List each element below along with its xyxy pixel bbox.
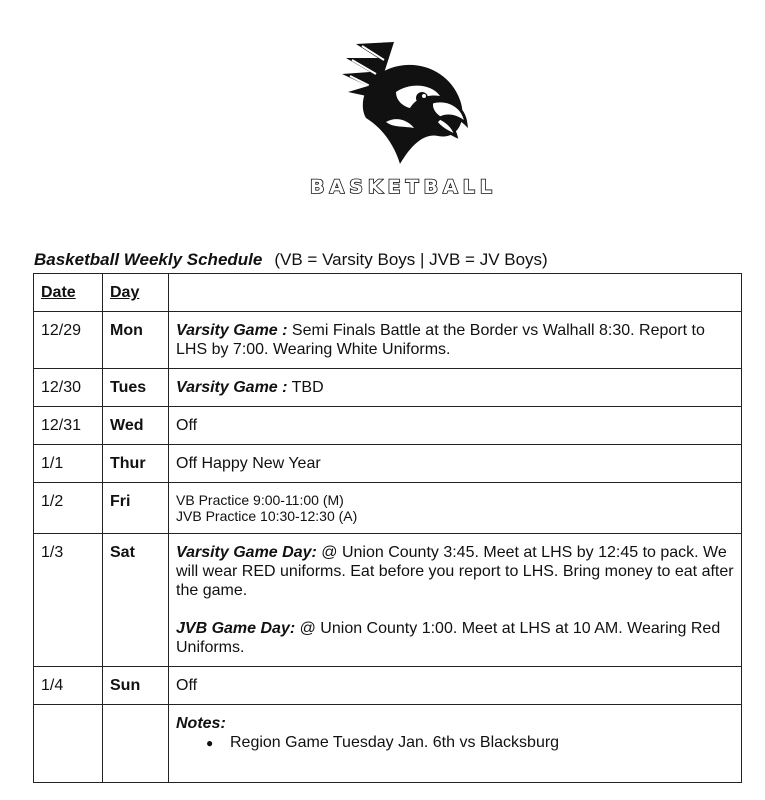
notes-label: Notes: <box>176 715 226 732</box>
schedule-legend: (VB = Varsity Boys | JVB = JV Boys) <box>274 250 548 269</box>
basketball-wordmark: BASKETBALL <box>310 176 497 198</box>
notes-row <box>34 705 742 783</box>
row-details <box>169 312 742 369</box>
event-label: JVB Game Day: <box>176 620 296 637</box>
row-day: Sun <box>103 667 169 705</box>
event-text: Semi Finals Battle at the Border vs Walhall 8:30. Report to LHS by 7:00. Wearing White Uniforms. <box>176 322 705 358</box>
row-details: Off <box>169 407 742 445</box>
header-date: Date <box>34 274 103 312</box>
event-label: Varsity Game : <box>176 379 288 396</box>
row-date: 12/30 <box>34 369 103 407</box>
row-day: Sat <box>103 534 169 667</box>
table-row <box>34 667 742 705</box>
notes-cell <box>169 705 742 783</box>
row-day: Thur <box>103 445 169 483</box>
event-text: @ Union County 3:45. Meet at LHS by 12:45 to pack. We will wear RED uniforms. Eat before you report to LHS. Bring money to eat after the game. <box>176 544 734 599</box>
cardinal-head-icon <box>336 36 476 166</box>
event-block <box>176 619 734 657</box>
table-row <box>34 312 742 369</box>
notes-list <box>176 733 734 752</box>
schedule-title: Basketball Weekly Schedule <box>34 250 263 269</box>
spacer <box>176 600 734 619</box>
notes-item: ● Region Game Tuesday Jan. 6th vs Blacksburg <box>206 733 734 752</box>
row-day: Mon <box>103 312 169 369</box>
event-label: Varsity Game Day: <box>176 544 317 561</box>
row-details: Off Happy New Year <box>169 445 742 483</box>
row-date: 1/4 <box>34 667 103 705</box>
row-date: 12/29 <box>34 312 103 369</box>
table-row <box>34 534 742 667</box>
table-row <box>34 445 742 483</box>
table-row <box>34 483 742 534</box>
header-day: Day <box>103 274 169 312</box>
row-date: 1/1 <box>34 445 103 483</box>
cardinal-logo <box>336 36 476 166</box>
row-day: Fri <box>103 483 169 534</box>
row-date: 12/31 <box>34 407 103 445</box>
schedule-table <box>33 273 742 783</box>
table-row <box>34 407 742 445</box>
row-details: Off <box>169 667 742 705</box>
event-text: @ Union County 1:00. Meet at LHS at 10 AM. Wearing Red Uniforms. <box>176 620 721 656</box>
header-details <box>169 274 742 312</box>
row-day <box>103 705 169 783</box>
row-details <box>169 483 742 534</box>
row-day: Tues <box>103 369 169 407</box>
row-date: 1/3 <box>34 534 103 667</box>
row-date: 1/2 <box>34 483 103 534</box>
event-block <box>176 543 734 600</box>
row-day: Wed <box>103 407 169 445</box>
row-date <box>34 705 103 783</box>
event-label: Varsity Game : <box>176 322 288 339</box>
event-text: TBD <box>287 379 324 396</box>
row-details <box>169 369 742 407</box>
schedule-heading <box>34 250 548 270</box>
row-details <box>169 534 742 667</box>
table-row <box>34 369 742 407</box>
practice-line: JVB Practice 10:30-12:30 (A) <box>176 508 358 524</box>
practice-line: VB Practice 9:00-11:00 (M) <box>176 492 344 508</box>
table-header-row <box>34 274 742 312</box>
